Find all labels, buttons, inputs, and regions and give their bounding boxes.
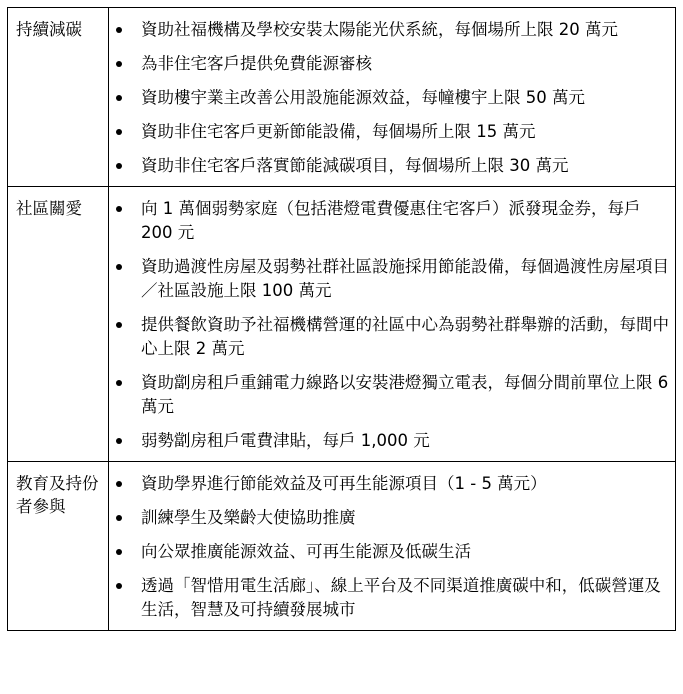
list-item [109,52,669,76]
list-item [109,120,669,144]
list-item [109,429,669,453]
list-item-text: 資助劏房租戶重鋪電力線路以安裝港燈獨立電表，每個分間前單位上限 6 萬元 [141,373,669,416]
list-item [109,18,669,42]
list-item-text: 資助學界進行節能效益及可再生能源項目（1 - 5 萬元） [141,474,547,493]
category-cell: 社區關愛 [8,187,109,462]
bullet-icon [116,129,122,135]
list-item-text: 資助非住宅客戶落實節能減碳項目，每個場所上限 30 萬元 [141,156,569,175]
list-item [109,313,669,361]
list-item-text: 資助社福機構及學校安裝太陽能光伏系統，每個場所上限 20 萬元 [141,20,618,39]
items-cell [109,8,676,187]
list-item-text: 為非住宅客戶提供免費能源審核 [141,54,372,73]
bullet-list [109,472,669,622]
list-item [109,371,669,419]
bullet-icon [116,322,122,328]
list-item-text: 提供餐飲資助予社福機構營運的社區中心為弱勢社群舉辦的活動，每間中心上限 2 萬元 [141,315,669,358]
list-item [109,255,669,303]
bullet-icon [116,515,122,521]
list-item-text: 訓練學生及樂齡大使協助推廣 [141,508,356,527]
list-item-text: 資助非住宅客戶更新節能設備，每個場所上限 15 萬元 [141,122,536,141]
category-cell: 教育及持份者參與 [8,462,109,631]
table-row [8,462,676,631]
list-item [109,472,669,496]
bullet-icon [116,95,122,101]
list-item-text: 透過「智惜用電生活廊」、線上平台及不同渠道推廣碳中和，低碳營運及生活，智慧及可持續發展城市 [141,576,661,619]
items-cell [109,187,676,462]
list-item-text: 資助樓宇業主改善公用設施能源效益，每幢樓宇上限 50 萬元 [141,88,585,107]
list-item [109,154,669,178]
table-row [8,187,676,462]
list-item [109,574,669,622]
bullet-icon [116,438,122,444]
bullet-icon [116,163,122,169]
list-item-text: 弱勢劏房租戶電費津貼，每戶 1,000 元 [141,431,430,450]
table-row [8,8,676,187]
list-item [109,86,669,110]
bullet-icon [116,583,122,589]
list-item-text: 向公眾推廣能源效益、可再生能源及低碳生活 [141,542,471,561]
bullet-icon [116,27,122,33]
bullet-list [109,18,669,178]
bullet-icon [116,264,122,270]
bullet-list [109,197,669,453]
category-cell: 持續減碳 [8,8,109,187]
bullet-icon [116,61,122,67]
list-item [109,197,669,245]
programme-table [7,7,676,631]
list-item [109,506,669,530]
bullet-icon [116,206,122,212]
bullet-icon [116,549,122,555]
list-item [109,540,669,564]
items-cell [109,462,676,631]
bullet-icon [116,481,122,487]
bullet-icon [116,380,122,386]
list-item-text: 資助過渡性房屋及弱勢社群社區設施採用節能設備，每個過渡性房屋項目／社區設施上限 100 萬元 [141,257,669,300]
list-item-text: 向 1 萬個弱勢家庭（包括港燈電費優惠住宅客戶）派發現金券，每戶 200 元 [141,199,641,242]
